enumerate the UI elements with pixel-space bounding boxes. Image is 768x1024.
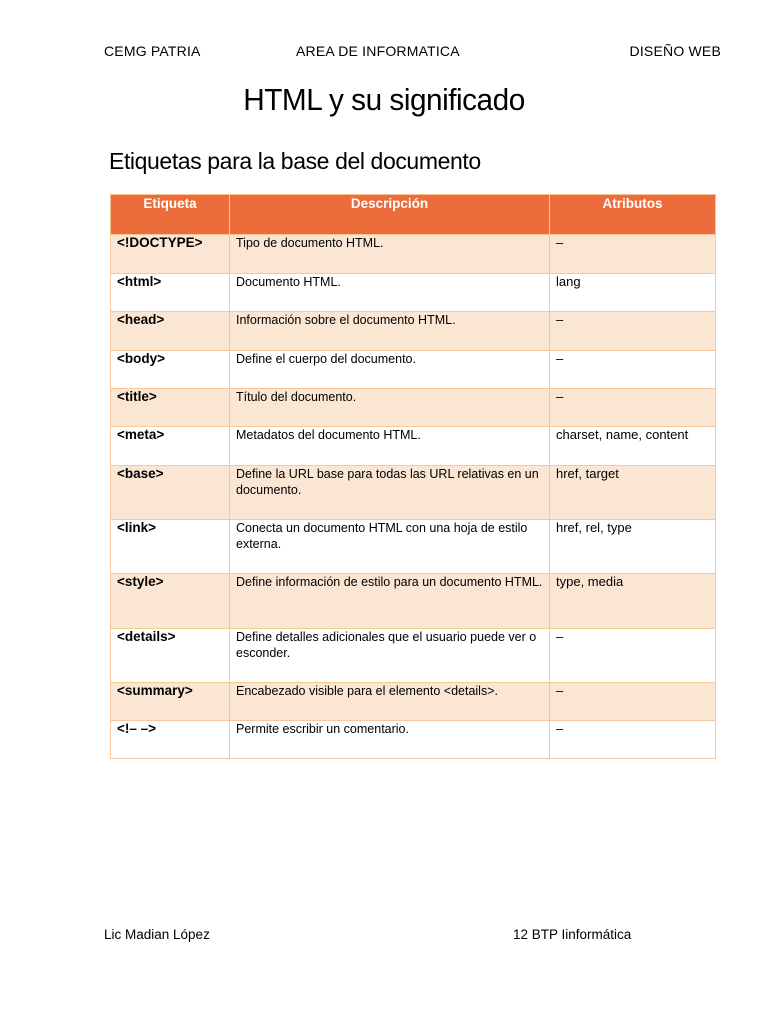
cell-tag: <style> xyxy=(111,574,230,629)
page-title: HTML y su significado xyxy=(243,82,525,117)
table-header-row xyxy=(111,195,716,235)
cell-attributes: – xyxy=(550,683,716,721)
table-row xyxy=(111,683,716,721)
cell-tag: <body> xyxy=(111,351,230,389)
cell-tag: <meta> xyxy=(111,427,230,466)
cell-attributes: href, rel, type xyxy=(550,520,716,574)
column-header-tag: Etiqueta xyxy=(111,195,230,235)
cell-description: Conecta un documento HTML con una hoja de estilo externa. xyxy=(230,520,550,574)
cell-tag: <head> xyxy=(111,312,230,351)
cell-attributes: – xyxy=(550,351,716,389)
cell-attributes: – xyxy=(550,629,716,683)
cell-description: Encabezado visible para el elemento <details>. xyxy=(230,683,550,721)
footer-page-course: 12 BTP Iinformática xyxy=(513,927,632,942)
table-row xyxy=(111,274,716,312)
table-row xyxy=(111,520,716,574)
table-row xyxy=(111,351,716,389)
tags-table xyxy=(110,194,716,759)
cell-attributes: – xyxy=(550,721,716,759)
cell-tag: <!– –> xyxy=(111,721,230,759)
column-header-attributes: Atributos xyxy=(550,195,716,235)
cell-description: Información sobre el documento HTML. xyxy=(230,312,550,351)
header-subject: DISEÑO WEB xyxy=(629,43,721,59)
cell-attributes: type, media xyxy=(550,574,716,629)
table-row xyxy=(111,389,716,427)
cell-tag: <base> xyxy=(111,466,230,520)
column-header-description: Descripción xyxy=(230,195,550,235)
cell-description: Define detalles adicionales que el usuario puede ver o esconder. xyxy=(230,629,550,683)
cell-tag: <details> xyxy=(111,629,230,683)
cell-description: Metadatos del documento HTML. xyxy=(230,427,550,466)
cell-attributes: lang xyxy=(550,274,716,312)
cell-tag: <!DOCTYPE> xyxy=(111,235,230,274)
table-row xyxy=(111,312,716,351)
cell-description: Tipo de documento HTML. xyxy=(230,235,550,274)
cell-description: Define la URL base para todas las URL relativas en un documento. xyxy=(230,466,550,520)
cell-description: Permite escribir un comentario. xyxy=(230,721,550,759)
table-row xyxy=(111,574,716,629)
header-area: AREA DE INFORMATICA xyxy=(296,43,460,59)
cell-attributes: – xyxy=(550,389,716,427)
cell-description: Define información de estilo para un documento HTML. xyxy=(230,574,550,629)
table-row xyxy=(111,235,716,274)
cell-tag: <summary> xyxy=(111,683,230,721)
section-subtitle: Etiquetas para la base del documento xyxy=(109,148,481,174)
cell-attributes: charset, name, content xyxy=(550,427,716,466)
cell-description: Título del documento. xyxy=(230,389,550,427)
cell-tag: <html> xyxy=(111,274,230,312)
cell-attributes: href, target xyxy=(550,466,716,520)
cell-description: Documento HTML. xyxy=(230,274,550,312)
cell-description: Define el cuerpo del documento. xyxy=(230,351,550,389)
cell-tag: <title> xyxy=(111,389,230,427)
cell-attributes: – xyxy=(550,312,716,351)
footer-author: Lic Madian López xyxy=(104,927,210,942)
table-row xyxy=(111,466,716,520)
cell-attributes: – xyxy=(550,235,716,274)
table-row xyxy=(111,721,716,759)
table-row xyxy=(111,427,716,466)
table-row xyxy=(111,629,716,683)
header-school: CEMG PATRIA xyxy=(104,43,201,59)
cell-tag: <link> xyxy=(111,520,230,574)
